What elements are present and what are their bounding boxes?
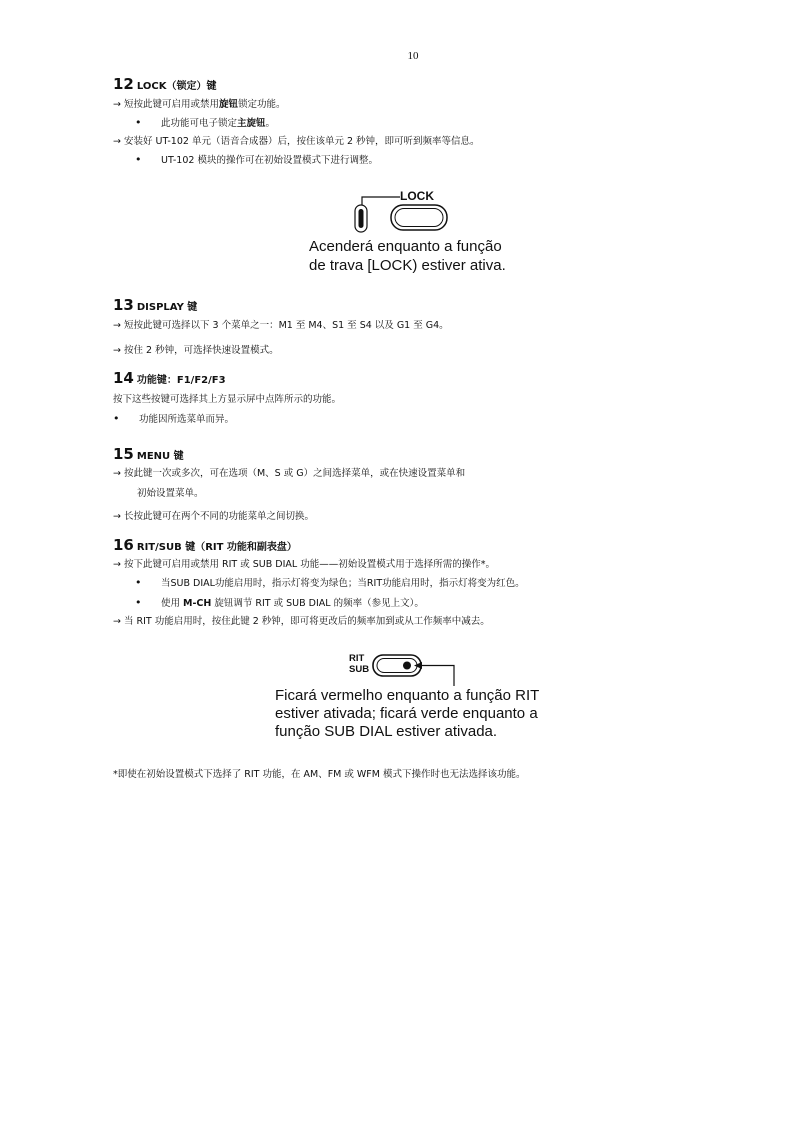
bold-text: M-CH <box>183 598 212 609</box>
text: 此功能可电子锁定 <box>161 118 238 129</box>
section-12-title: LOCK（锁定）键 <box>136 81 217 92</box>
section-15-heading <box>113 445 184 463</box>
section-16-bullet-2 <box>135 595 424 609</box>
section-15-line-2: → 长按此键可在两个不同的功能菜单之间切换。 <box>113 511 314 522</box>
section-16-heading <box>113 536 297 554</box>
section-15-title: MENU 键 <box>136 451 184 462</box>
text: 功能因所选菜单而异。 <box>139 414 235 425</box>
bullet-icon: • <box>135 116 142 129</box>
lock-key-label: LOCK <box>400 189 434 203</box>
text: 当SUB DIAL功能启用时，指示灯将变为绿色；当RIT功能启用时，指示灯将变为红色。 <box>161 578 525 589</box>
section-14-heading <box>113 369 226 387</box>
text: 。 <box>265 118 276 129</box>
rit-sub-indicator-lamp <box>403 662 411 670</box>
section-16-line-1: → 按下此键可启用或禁用 RIT 或 SUB DIAL 功能——初始设置模式用于选择所需的操作*。 <box>113 559 495 570</box>
section-13-number: 13 <box>113 296 134 314</box>
rit-sub-key-illustration <box>370 650 465 690</box>
section-15-line-1-cont: 初始设置菜单。 <box>137 488 204 499</box>
section-12-number: 12 <box>113 75 134 93</box>
section-12-bullet-2 <box>135 152 378 166</box>
section-12-bullet-1 <box>135 115 275 129</box>
section-13-title: DISPLAY 键 <box>136 302 198 313</box>
section-16-line-2: → 当 RIT 功能启用时，按住此键 2 秒钟，即可将更改后的频率加到或从工作频率中减去。 <box>113 616 490 627</box>
bold-text: 主旋钮 <box>237 118 266 129</box>
section-12-heading <box>113 75 216 93</box>
section-15-number: 15 <box>113 445 134 463</box>
section-14-bullet-1 <box>113 411 234 425</box>
section-16-number: 16 <box>113 536 134 554</box>
rit-caption-line-3: função SUB DIAL estiver ativada. <box>275 723 498 740</box>
section-13-line-1: → 短按此键可选择以下 3 个菜单之一：M1 至 M4、S1 至 S4 以及 G1 至 G4。 <box>113 320 449 331</box>
text: → 短按此键可启用或禁用 <box>113 99 219 110</box>
text: 使用 <box>161 598 184 609</box>
page-number: 10 <box>407 50 419 62</box>
section-12-line-2: → 安装好 UT-102 单元（语音合成器）后，按住该单元 2 秒钟，即可听到频率等信息。 <box>113 136 480 147</box>
rit-sub-key-label <box>349 653 369 675</box>
sub-label: SUB <box>349 664 370 675</box>
section-13-heading <box>113 296 197 314</box>
section-15-line-1: → 按此键一次或多次，可在选项（M、S 或 G）之间选择菜单，或在快速设置菜单和 <box>113 468 466 479</box>
section-16-bullet-1 <box>135 575 525 589</box>
lock-caption-line-1: Acenderá enquanto a função <box>309 238 502 255</box>
rit-caption-line-1: Ficará vermelho enquanto a função RIT <box>275 687 540 704</box>
section-16-title: RIT/SUB 键（RIT 功能和副表盘） <box>136 542 297 553</box>
text: 旋钮调节 RIT 或 SUB DIAL 的频率（参见上文）。 <box>211 598 424 609</box>
rit-label: RIT <box>349 653 365 664</box>
text: 锁定功能。 <box>238 99 286 110</box>
bullet-icon: • <box>113 412 120 425</box>
bullet-icon: • <box>135 576 142 589</box>
bullet-icon: • <box>135 153 142 166</box>
section-14-number: 14 <box>113 369 134 387</box>
section-14-title: 功能键：F1/F2/F3 <box>136 375 226 386</box>
rit-caption-line-2: estiver ativada; ficará verde enquanto a <box>275 705 538 722</box>
section-12-line-1 <box>113 96 286 110</box>
bold-text: 旋钮 <box>218 99 238 110</box>
text: UT-102 模块的操作可在初始设置模式下进行调整。 <box>161 155 378 166</box>
section-14-line-1: 按下这些按键可选择其上方显示屏中点阵所示的功能。 <box>113 394 342 405</box>
footnote: *即使在初始设置模式下选择了 RIT 功能，在 AM、FM 或 WFM 模式下操作时也无法选择该功能。 <box>113 769 526 780</box>
lock-caption-line-2: de trava [LOCK) estiver ativa. <box>309 257 506 274</box>
section-13-line-2: → 按住 2 秒钟，可选择快速设置模式。 <box>113 345 279 356</box>
bullet-icon: • <box>135 596 142 609</box>
